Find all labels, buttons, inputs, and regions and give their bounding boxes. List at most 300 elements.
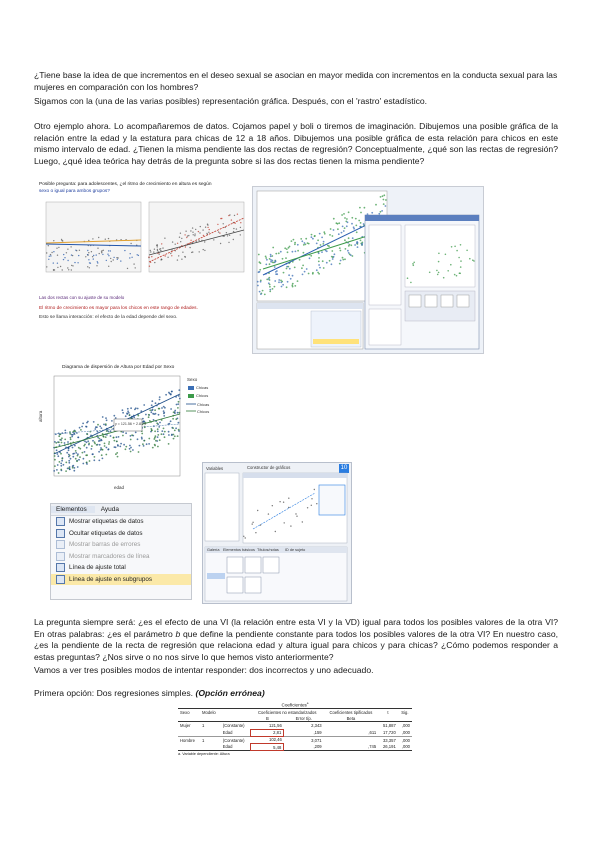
- scatter-point: [92, 238, 93, 239]
- scatter-point: [46, 252, 47, 253]
- scatter-point: [92, 440, 94, 442]
- scatter-point: [98, 237, 99, 238]
- scatter-point: [308, 243, 310, 245]
- scatter-point: [68, 269, 69, 270]
- scatter-point: [436, 270, 438, 272]
- scatter-point: [192, 251, 193, 252]
- scatter-point: [105, 454, 107, 456]
- scatter-point: [177, 259, 178, 260]
- scatter-point: [117, 456, 119, 458]
- scatter-point: [317, 239, 319, 241]
- scatter-point: [260, 293, 262, 295]
- scatter-point: [323, 231, 325, 233]
- scatter-point: [97, 248, 98, 249]
- paragraph-4: [34, 617, 558, 663]
- scatter-point: [322, 260, 324, 262]
- scatter-point: [303, 252, 305, 254]
- scatter-point: [104, 443, 106, 445]
- scatter-point: [185, 231, 186, 232]
- scatter-point: [275, 271, 277, 273]
- figure3-legend-3: Chicas: [197, 402, 210, 407]
- scatter-point: [356, 231, 358, 233]
- chart-builder-tab-gallery[interactable]: Galería: [207, 548, 220, 552]
- scatter-point: [292, 283, 294, 285]
- scatter-point: [170, 408, 172, 410]
- scatter-point: [264, 294, 266, 296]
- scatter-point: [69, 455, 71, 457]
- scatter-point: [257, 281, 259, 283]
- scatter-point: [176, 404, 178, 406]
- scatter-point: [101, 440, 103, 442]
- scatter-point: [268, 278, 270, 280]
- subheader-b: B: [265, 715, 269, 721]
- scatter-point: [88, 259, 89, 260]
- figure-scatter-pair: [37, 180, 249, 332]
- scatter-point: [286, 248, 288, 250]
- scatter-point: [363, 223, 365, 225]
- scatter-point: [157, 250, 158, 251]
- scatter-point: [122, 435, 124, 437]
- scatter-point: [150, 250, 151, 251]
- scatter-point: [380, 211, 382, 213]
- scatter-point: [296, 516, 297, 517]
- table-title: Coeficientes$^a$: [281, 701, 309, 708]
- scatter-point: [154, 437, 156, 439]
- scatter-point: [459, 272, 461, 274]
- scatter-point: [170, 253, 171, 254]
- scatter-point: [73, 453, 75, 455]
- scatter-point: [108, 250, 109, 251]
- scatter-point: [99, 440, 101, 442]
- scatter-point: [113, 415, 115, 417]
- scatter-point: [68, 460, 70, 462]
- scatter-point: [110, 435, 112, 437]
- scatter-point: [286, 268, 288, 270]
- scatter-point: [53, 262, 54, 263]
- scatter-point: [86, 463, 88, 465]
- coefficients-table: [178, 701, 412, 756]
- scatter-point: [344, 217, 346, 219]
- scatter-point: [350, 244, 352, 246]
- menu-item-line-markers[interactable]: [51, 551, 191, 563]
- scatter-point: [351, 217, 353, 219]
- scatter-point: [106, 430, 108, 432]
- scatter-point: [149, 409, 151, 411]
- chart-builder-tab-titles[interactable]: Títulos/notas: [257, 548, 279, 552]
- scatter-point: [294, 242, 296, 244]
- scatter-point: [174, 430, 176, 432]
- scatter-point: [226, 232, 227, 233]
- scatter-point: [53, 240, 54, 241]
- scatter-point: [137, 438, 139, 440]
- menu-item-label: Mostrar marcadores de línea: [69, 552, 150, 560]
- scatter-point: [278, 252, 280, 254]
- scatter-point: [445, 254, 447, 256]
- scatter-point: [63, 254, 64, 255]
- scatter-point: [258, 254, 260, 256]
- fit-line-icon: [56, 563, 65, 572]
- scatter-point: [163, 415, 165, 417]
- scatter-point: [163, 428, 165, 430]
- scatter-point: [137, 408, 139, 410]
- scatter-point: [108, 441, 110, 443]
- scatter-point: [272, 505, 273, 506]
- scatter-point: [91, 445, 93, 447]
- scatter-point: [170, 420, 172, 422]
- scatter-point: [74, 445, 76, 447]
- scatter-point: [385, 205, 387, 207]
- scatter-point: [237, 214, 238, 215]
- paragraph-3: Otro ejemplo ahora. Lo acompañaremos de datos. Cojamos papel y boli o tiremos de imaginación. Dibujemos una posible gráfica de la relación entre la edad y la estatura para chicas de 12 a 18 años. Dibujemos una posible gráfica de esta relación para chicos en este mismo intervalo de edad. ¿Tienen la misma pendiente las dos rectas de regresión? Conceptualmente, ¿qué son las rectas de regresión? Luego, ¿qué idea teórica hay detrás de la pregunta sobre si las dos rectas tienen la misma pendiente?: [34, 121, 558, 166]
- scatter-point: [318, 273, 320, 275]
- scatter-point: [257, 285, 259, 287]
- scatter-point: [58, 441, 60, 443]
- scatter-point: [102, 458, 104, 460]
- scatter-point: [113, 257, 114, 258]
- scatter-point: [347, 250, 349, 252]
- scatter-point: [334, 253, 336, 255]
- table-row: Edad 2,81 ,159 ,611 17,720 ,000: [222, 729, 410, 736]
- scatter-point: [275, 531, 276, 532]
- col-header: Coeficientes tipificados: [329, 709, 373, 715]
- scatter-point: [318, 257, 320, 259]
- menu-item-label: Mostrar etiquetas de datos: [69, 518, 144, 526]
- col-header: t: [387, 709, 389, 715]
- scatter-point: [152, 447, 154, 449]
- scatter-point: [383, 199, 385, 201]
- scatter-point: [295, 513, 296, 514]
- scatter-point: [171, 434, 173, 436]
- scatter-point: [79, 456, 81, 458]
- scatter-point: [54, 269, 55, 270]
- scatter-point: [170, 393, 172, 395]
- scatter-point: [323, 267, 325, 269]
- scatter-point: [378, 213, 380, 215]
- scatter-point: [102, 416, 104, 418]
- scatter-point: [77, 437, 79, 439]
- scatter-point: [51, 252, 52, 253]
- scatter-point: [163, 410, 165, 412]
- scatter-point: [236, 228, 237, 229]
- paragraph-4-tail: que define la pendiente constante para todos los posibles valores de la otra VI? En nuestro caso, ¿es la pendiente de la recta de regresión que relaciona edad y altura igual para chicos y para chicas? ¿Cómo podemos responder a estas preguntas? ¿Nos sirve o no nos sirve lo que hemos visto anteriormente?: [34, 628, 558, 662]
- scatter-point: [198, 240, 199, 241]
- chart-builder-tab-basic[interactable]: Elementos básicos: [223, 548, 255, 552]
- scatter-point: [113, 259, 114, 260]
- scatter-point: [81, 426, 83, 428]
- subheader-se: Error típ.: [295, 715, 312, 721]
- scatter-point: [234, 215, 235, 216]
- scatter-point: [105, 417, 107, 419]
- scatter-point: [156, 422, 158, 424]
- scatter-point: [227, 235, 228, 236]
- scatter-point: [104, 445, 106, 447]
- scatter-point: [458, 257, 460, 259]
- scatter-point: [181, 259, 182, 260]
- scatter-point: [143, 404, 145, 406]
- scatter-point: [144, 440, 146, 442]
- scatter-point: [171, 391, 173, 393]
- scatter-point: [74, 262, 75, 263]
- scatter-point: [56, 248, 57, 249]
- scatter-point: [202, 229, 203, 230]
- scatter-point: [223, 223, 224, 224]
- scatter-point: [75, 452, 77, 454]
- scatter-point: [280, 280, 282, 282]
- figure3-x-label: edad: [114, 485, 125, 490]
- scatter-point: [137, 254, 138, 255]
- scatter-point: [135, 407, 137, 409]
- scatter-point: [413, 265, 415, 267]
- scatter-point: [466, 250, 468, 252]
- scatter-point: [199, 251, 200, 252]
- scatter-point: [228, 242, 229, 243]
- scatter-point: [252, 522, 253, 523]
- scatter-point: [351, 223, 353, 225]
- scatter-point: [85, 454, 87, 456]
- scatter-point: [105, 436, 107, 438]
- scatter-point: [294, 285, 296, 287]
- scatter-point: [154, 409, 156, 411]
- scatter-point: [318, 261, 320, 263]
- scatter-point: [106, 260, 107, 261]
- scatter-point: [96, 444, 98, 446]
- menu-tab-ayuda[interactable]: Ayuda: [100, 506, 120, 513]
- scatter-point: [337, 228, 339, 230]
- scatter-point: [451, 246, 453, 248]
- scatter-point: [274, 280, 276, 282]
- scatter-point: [164, 238, 165, 239]
- scatter-point: [321, 251, 323, 253]
- scatter-point: [167, 257, 168, 258]
- scatter-point: [269, 291, 271, 293]
- scatter-point: [187, 235, 188, 236]
- scatter-point: [316, 503, 317, 504]
- scatter-point: [204, 250, 205, 251]
- scatter-point: [158, 426, 160, 428]
- scatter-point: [284, 522, 285, 523]
- scatter-point: [60, 266, 61, 267]
- scatter-point: [160, 250, 161, 251]
- scatter-point: [331, 250, 333, 252]
- scatter-point: [71, 269, 72, 270]
- scatter-point: [76, 460, 78, 462]
- scatter-point: [64, 257, 65, 258]
- scatter-point: [106, 419, 108, 421]
- chart-builder-variables-title: Variables: [206, 466, 224, 471]
- scatter-point: [150, 251, 151, 252]
- scatter-point: [151, 430, 153, 432]
- scatter-point: [108, 266, 109, 267]
- scatter-point: [412, 263, 414, 265]
- scatter-point: [220, 243, 221, 244]
- scatter-point: [64, 442, 66, 444]
- menu-item-total-fit[interactable]: [51, 562, 191, 574]
- scatter-point: [77, 262, 78, 263]
- scatter-point: [193, 234, 194, 235]
- paragraph-6-text: Primera opción: Dos regresiones simples.: [34, 688, 194, 698]
- scatter-point: [272, 247, 274, 249]
- scatter-point: [63, 259, 64, 260]
- scatter-point: [339, 247, 341, 249]
- scatter-point: [208, 232, 209, 233]
- highlighted-slope-male: 5,48: [251, 743, 284, 750]
- scatter-point: [302, 265, 304, 267]
- paragraph-1: ¿Tiene base la idea de que incrementos en el deseo sexual se asocian en mayor medida con incrementos en la conducta sexual para las mujeres en comparación con los hombres?: [34, 70, 558, 92]
- scatter-point: [274, 286, 276, 288]
- scatter-point: [341, 232, 343, 234]
- scatter-point: [318, 264, 320, 266]
- scatter-point: [311, 505, 312, 506]
- scatter-point: [171, 249, 172, 250]
- scatter-point: [438, 253, 440, 255]
- scatter-point: [129, 445, 131, 447]
- scatter-point: [150, 428, 152, 430]
- scatter-point: [355, 225, 357, 227]
- scatter-point: [61, 442, 63, 444]
- scatter-point: [342, 259, 344, 261]
- scatter-point: [300, 238, 302, 240]
- scatter-point: [127, 410, 129, 412]
- col-header: Sig.: [401, 709, 409, 715]
- scatter-point: [77, 466, 79, 468]
- scatter-point: [324, 233, 326, 235]
- scatter-point: [294, 243, 296, 245]
- table-row: Edad 5,48 ,209 ,745 26,191 ,000: [178, 743, 412, 750]
- scatter-point: [96, 426, 98, 428]
- scatter-point: [130, 243, 131, 244]
- scatter-point: [87, 421, 89, 423]
- scatter-point: [159, 254, 160, 255]
- menu-item-error-bars[interactable]: [51, 539, 191, 551]
- scatter-point: [456, 275, 458, 277]
- scatter-point: [382, 195, 384, 197]
- scatter-point: [289, 268, 291, 270]
- scatter-point: [141, 437, 143, 439]
- line-markers-icon: [56, 552, 65, 561]
- scatter-point: [111, 420, 113, 422]
- scatter-point: [133, 416, 135, 418]
- scatter-point: [205, 227, 206, 228]
- scatter-point: [130, 407, 132, 409]
- scatter-point: [97, 431, 99, 433]
- scatter-point: [60, 465, 62, 467]
- scatter-point: [159, 249, 160, 250]
- scatter-point: [278, 281, 280, 283]
- scatter-point: [103, 250, 104, 251]
- scatter-point: [385, 199, 387, 201]
- scatter-point: [207, 227, 208, 228]
- scatter-point: [303, 244, 305, 246]
- scatter-point: [88, 240, 89, 241]
- scatter-point: [200, 226, 201, 227]
- scatter-point: [286, 286, 288, 288]
- scatter-point: [122, 412, 124, 414]
- scatter-point: [348, 211, 350, 213]
- scatter-point: [279, 501, 280, 502]
- scatter-point: [65, 462, 67, 464]
- scatter-point: [354, 244, 356, 246]
- scatter-point: [154, 445, 156, 447]
- menu-item-hide-labels[interactable]: [51, 528, 191, 540]
- table-row: Mujer 1 (Constante) 121,56 2,343 51,887 ,000: [180, 722, 410, 729]
- scatter-point: [68, 467, 70, 469]
- scatter-point: [154, 430, 156, 432]
- scatter-point: [110, 258, 111, 259]
- scatter-point: [130, 435, 132, 437]
- scatter-point: [196, 241, 197, 242]
- scatter-point: [347, 221, 349, 223]
- scatter-point: [456, 250, 458, 252]
- scatter-point: [245, 537, 246, 538]
- scatter-point: [79, 250, 80, 251]
- scatter-point: [311, 498, 312, 499]
- scatter-point: [54, 455, 56, 457]
- scatter-point: [61, 437, 63, 439]
- scatter-point: [106, 447, 108, 449]
- scatter-point: [120, 443, 122, 445]
- scatter-point: [74, 433, 76, 435]
- scatter-point: [180, 233, 181, 234]
- scatter-point: [177, 407, 179, 409]
- scatter-point: [318, 252, 320, 254]
- scatter-point: [57, 464, 59, 466]
- scatter-point: [60, 453, 62, 455]
- scatter-point: [69, 433, 71, 435]
- scatter-point: [301, 240, 303, 242]
- menu-item-show-labels[interactable]: [51, 516, 191, 528]
- scatter-point: [194, 233, 195, 234]
- menu-bar: [51, 504, 191, 516]
- scatter-point: [115, 417, 117, 419]
- scatter-point: [159, 439, 161, 441]
- scatter-point: [260, 281, 262, 283]
- scatter-point: [145, 414, 147, 416]
- scatter-point: [77, 455, 79, 457]
- scatter-point: [353, 226, 355, 228]
- menu-tab-elementos[interactable]: Elementos: [51, 506, 95, 513]
- scatter-point: [177, 243, 178, 244]
- scatter-point: [79, 427, 81, 429]
- scatter-point: [82, 463, 84, 465]
- chart-builder-tab-subject[interactable]: ID de sujeto: [285, 548, 306, 552]
- scatter-point: [219, 232, 220, 233]
- scatter-point: [375, 204, 377, 206]
- scatter-point: [159, 422, 161, 424]
- scatter-point: [153, 413, 155, 415]
- subgroup-fit-icon: [56, 575, 65, 584]
- scatter-point: [320, 244, 322, 246]
- scatter-point: [262, 290, 264, 292]
- scatter-point: [285, 257, 287, 259]
- scatter-point: [301, 267, 303, 269]
- scatter-point: [443, 277, 445, 279]
- scatter-point: [283, 272, 285, 274]
- scatter-point: [70, 437, 72, 439]
- scatter-point: [332, 235, 334, 237]
- scatter-point: [132, 449, 134, 451]
- scatter-point: [129, 448, 131, 450]
- scatter-point: [99, 438, 101, 440]
- scatter-point: [67, 441, 69, 443]
- scatter-point: [348, 237, 350, 239]
- scatter-point: [438, 261, 440, 263]
- scatter-point: [173, 434, 175, 436]
- menu-item-subgroup-fit[interactable]: [51, 574, 191, 586]
- scatter-point: [284, 247, 286, 249]
- scatter-point: [383, 203, 385, 205]
- scatter-point: [302, 274, 304, 276]
- figure3-box-text: y = 121.56 + 2.81*x: [115, 422, 147, 426]
